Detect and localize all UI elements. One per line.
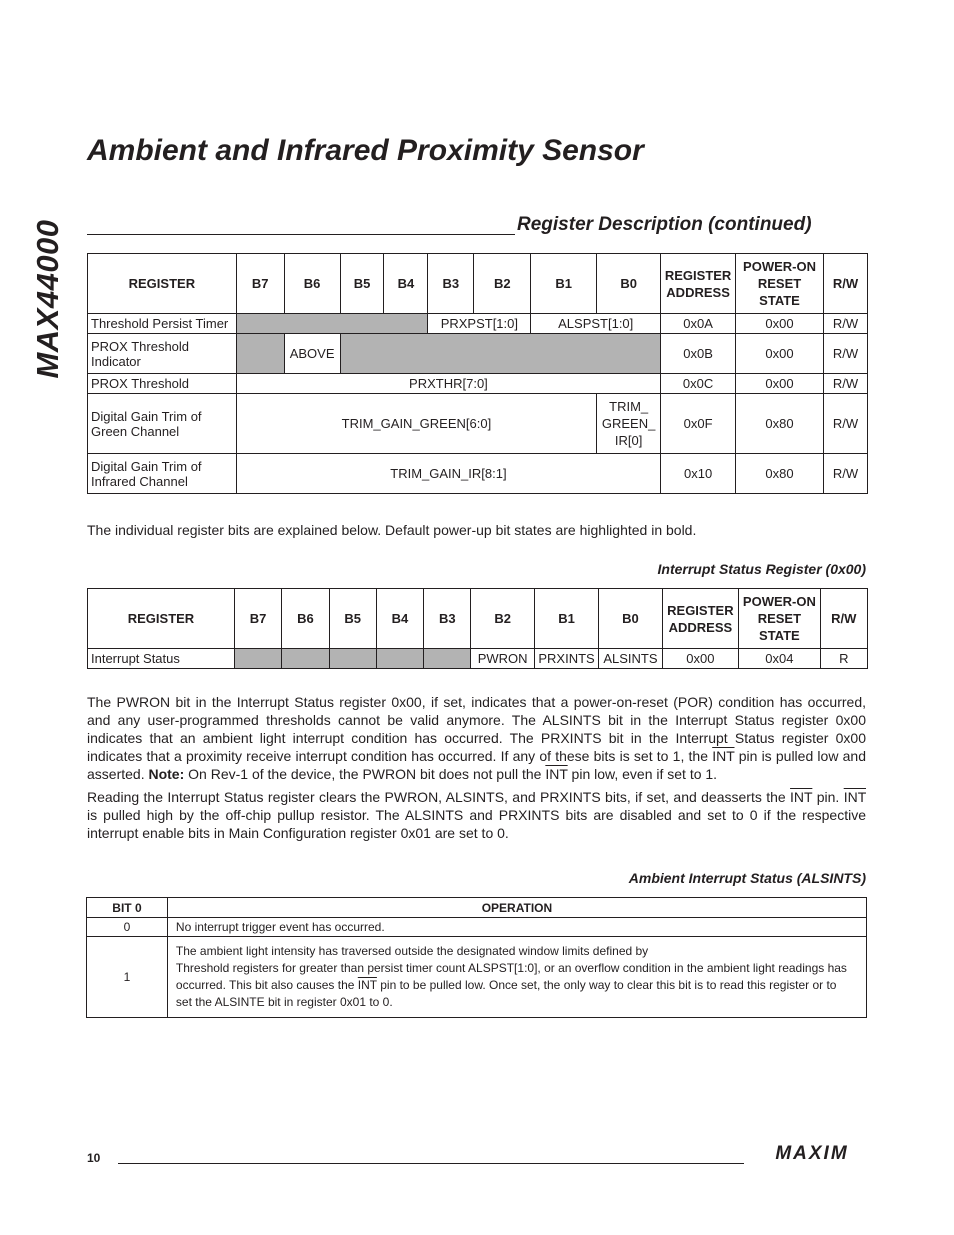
- reset-state: 0x80: [736, 394, 824, 454]
- alsints-table-caption: Ambient Interrupt Status (ALSINTS): [628, 870, 866, 886]
- register-name: Threshold Persist Timer: [88, 314, 237, 334]
- col-b1: B1: [531, 254, 597, 314]
- operation-line: The ambient light intensity has traversed outside the designated window limits defined by: [175, 944, 649, 958]
- col-b5: B5: [329, 589, 376, 649]
- footer-rule: [118, 1163, 744, 1164]
- rw-access: R/W: [823, 394, 867, 454]
- reset-state: 0x00: [736, 374, 824, 394]
- col-rw: R/W: [820, 589, 867, 649]
- register-name: PROX Threshold Indicator: [88, 334, 237, 374]
- col-b6: B6: [282, 589, 329, 649]
- reset-state: 0x04: [739, 649, 821, 669]
- operation-text: [167, 937, 866, 1018]
- rw-access: R/W: [823, 334, 867, 374]
- col-b3: B3: [424, 589, 471, 649]
- col-b1: B1: [534, 589, 598, 649]
- col-b6: B6: [284, 254, 340, 314]
- paragraph-text: The PWRON bit in the Interrupt Status register 0x00, if set, indicates that a power-on-reset (POR) condition has occurred, and any user-programmed thresholds cannot be valid anymore. The ALSINTS bit in the Interrupt Status register 0x00 indicates that an ambient light interrupt condition has occurred. The PRXINTS bit in the Interrupt Status register 0x00 indicates that a proximity receive interrupt condition has occurred. If any of these bits is set to 1, the: [87, 694, 866, 764]
- reserved-bit: [424, 649, 471, 669]
- reading-paragraph: [87, 788, 866, 842]
- col-register-address: REGISTER ADDRESS: [661, 254, 736, 314]
- maxim-logo-text: MAXIM: [775, 1143, 849, 1162]
- interrupt-status-table: [87, 588, 868, 669]
- bit-field: ABOVE: [284, 334, 340, 374]
- bit-prxints: PRXINTS: [534, 649, 598, 669]
- bit-field: PRXTHR[7:0]: [236, 374, 660, 394]
- bit-value: 0: [87, 918, 168, 937]
- register-address: 0x10: [661, 454, 736, 494]
- paragraph-text: Reading the Interrupt Status register clears the PWRON, ALSINTS, and PRXINTS bits, if set, and deasserts the: [87, 789, 791, 805]
- col-b7: B7: [236, 254, 284, 314]
- register-name: Digital Gain Trim of Green Channel: [88, 394, 237, 454]
- table-row: [87, 918, 867, 937]
- reserved-bits: [340, 334, 661, 374]
- col-b4: B4: [376, 589, 423, 649]
- col-register: REGISTER: [88, 589, 235, 649]
- table-row: [88, 649, 868, 669]
- register-name: Interrupt Status: [88, 649, 235, 669]
- register-name: PROX Threshold: [88, 374, 237, 394]
- rw-access: R/W: [823, 314, 867, 334]
- register-table-header: [88, 254, 868, 314]
- col-power-on-reset: POWER-ON RESET STATE: [736, 254, 824, 314]
- register-address: 0x0F: [661, 394, 736, 454]
- bit-value: 1: [87, 937, 168, 1018]
- alsints-table-header: [87, 898, 867, 918]
- register-address: 0x0B: [661, 334, 736, 374]
- table-row: [88, 334, 868, 374]
- rw-access: R: [820, 649, 867, 669]
- table-row: [88, 394, 868, 454]
- reset-state: 0x00: [736, 314, 824, 334]
- paragraph-text: On Rev-1 of the device, the PWRON bit does not pull the: [184, 766, 546, 782]
- reserved-bit: [329, 649, 376, 669]
- col-register: REGISTER: [88, 254, 237, 314]
- explain-note: The individual register bits are explained below. Default power-up bit states are highlighted in bold.: [87, 522, 697, 538]
- col-b5: B5: [340, 254, 384, 314]
- interrupt-table-caption: Interrupt Status Register (0x00): [657, 561, 866, 577]
- maxim-logo: [756, 1142, 868, 1162]
- int-pin-label: $\overline{INT}$: [545, 766, 568, 782]
- reserved-bits: [236, 334, 284, 374]
- bit-field: TRIM_GAIN_IR[8:1]: [236, 454, 660, 494]
- bit-field: ALSPST[1:0]: [531, 314, 661, 334]
- paragraph-text: pin low, even if set to 1.: [567, 766, 718, 782]
- table-row: [88, 314, 868, 334]
- section-rule: [87, 234, 515, 235]
- rw-access: R/W: [823, 374, 867, 394]
- int-pin-label: $\overline{INT}$: [712, 748, 735, 764]
- col-b0: B0: [599, 589, 662, 649]
- col-rw: R/W: [823, 254, 867, 314]
- col-b4: B4: [384, 254, 428, 314]
- reserved-bits: [236, 314, 428, 334]
- register-address: 0x0C: [661, 374, 736, 394]
- int-pin-label: $\overline{INT}$: [790, 789, 813, 805]
- alsints-table: [86, 897, 867, 1018]
- operation-text: No interrupt trigger event has occurred.: [167, 918, 866, 937]
- int-pin-label: $\overline{INT}$: [843, 789, 866, 805]
- int-pin-label: $\overline{INT}$: [357, 978, 377, 992]
- reserved-bit: [376, 649, 423, 669]
- bit-field: PRXPST[1:0]: [428, 314, 531, 334]
- bit-alsints: ALSINTS: [599, 649, 662, 669]
- bit-field: TRIM_ GREEN_ IR[0]: [597, 394, 661, 454]
- rw-access: R/W: [823, 454, 867, 494]
- interrupt-table-header: [88, 589, 868, 649]
- col-power-on-reset: POWER-ON RESET STATE: [739, 589, 821, 649]
- table-row: [88, 374, 868, 394]
- col-b2: B2: [474, 254, 531, 314]
- note-label: Note:: [148, 766, 185, 782]
- reset-state: 0x00: [736, 334, 824, 374]
- table-row: [88, 454, 868, 494]
- paragraph-text: pin.: [812, 789, 844, 805]
- col-register-address: REGISTER ADDRESS: [662, 589, 738, 649]
- col-bit0: BIT 0: [87, 898, 168, 918]
- table-row: [87, 937, 867, 1018]
- col-operation: OPERATION: [167, 898, 866, 918]
- reset-state: 0x80: [736, 454, 824, 494]
- bit-pwron: PWRON: [471, 649, 534, 669]
- page-number: 10: [87, 1151, 101, 1165]
- document-title: Ambient and Infrared Proximity Sensor: [87, 134, 644, 167]
- paragraph-text: is pulled high by the off-chip pullup resistor. The ALSINTS and PRXINTS bits are disabled and set to 0 if the respective interrupt enable bits in Main Configuration register 0x01 are set to 0.: [87, 807, 866, 841]
- section-title: Register Description (continued): [517, 214, 812, 235]
- col-b2: B2: [471, 589, 534, 649]
- paragraph-text: pin is pulled low and asserted.: [87, 748, 866, 782]
- pwron-paragraph: [87, 693, 866, 783]
- operation-line: pin to be pulled low. Once set, the only way to clear this bit is to read this register or to set the ALSINTE bit in register 0x01 to 0.: [175, 978, 837, 1009]
- col-b3: B3: [428, 254, 474, 314]
- reserved-bit: [234, 649, 281, 669]
- operation-line: Threshold registers for greater than persist timer count ALSPST[1:0], or an overflow condition in the ambient light readings has occurred. This bit also causes the: [175, 961, 847, 992]
- reserved-bit: [282, 649, 329, 669]
- bit-field: TRIM_GAIN_GREEN[6:0]: [236, 394, 596, 454]
- side-part-number: MAX44000: [30, 219, 65, 379]
- register-name: Digital Gain Trim of Infrared Channel: [88, 454, 237, 494]
- col-b7: B7: [234, 589, 281, 649]
- col-b0: B0: [597, 254, 661, 314]
- register-address: 0x00: [662, 649, 738, 669]
- register-table: [87, 253, 868, 494]
- register-address: 0x0A: [661, 314, 736, 334]
